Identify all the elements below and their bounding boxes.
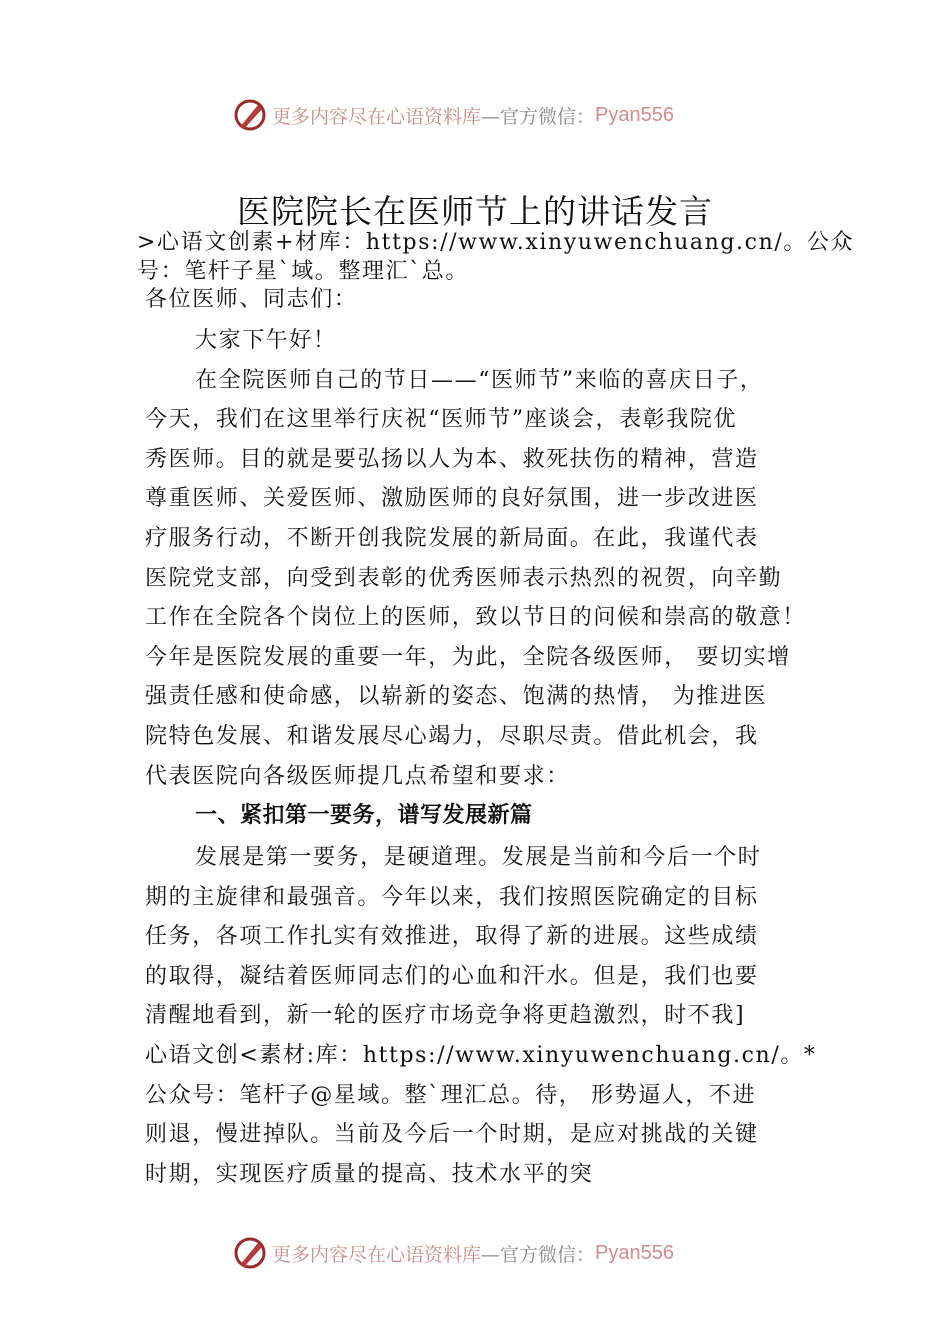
watermark-text-3: Pyan556 [595,103,674,126]
text-line: 公众号：笔杆子@星域。整`理汇总。待， 形势逼人，不进 [145,1082,757,1108]
text-line: 时期，实现医疗质量的提高、技术水平的突 [145,1161,594,1187]
text-line: 工作在全院各个岗位上的医师，致以节日的问候和崇高的敬意！ [145,605,806,631]
text-line: 尊重医师、关爱医师、激励医师的良好氛围，进一步改进医 [145,486,759,512]
text-line: 在全院医师自己的节日——“医师节”来临的喜庆日子， [195,367,764,393]
text-line: 医院党支部，向受到表彰的优秀医师表示热烈的祝贺，向辛勤 [145,565,783,591]
text-line: 的取得，凝结着医师同志们的心血和汗水。但是，我们也要 [145,963,759,989]
watermark-header [232,95,674,135]
text-line: 各位医师、同志们： [145,287,358,312]
watermark-text-2: —官方微信： [481,105,596,128]
watermark-text-1: 更多内容尽在心语资料库 [272,1243,482,1266]
watermark-text-1: 更多内容尽在心语资料库 [272,105,482,128]
text-line: >心语文创素+材库：https://www.xinyuwenchuang.cn/。公众 [137,230,855,255]
text-line: 强责任感和使命感，以崭新的姿态、饱满的热情， 为推进医 [145,684,768,710]
intro-lines [137,229,854,315]
section-heading: 一、紧扣第一要务，谱写发展新篇 [195,803,533,829]
text-line: 号：笔杆子星`域。整理汇`总。 [137,258,470,284]
text-line: 疗服务行动，不断开创我院发展的新局面。在此，我谨代表 [145,525,759,551]
text-line: 今年是医院发展的重要一年，为此，全院各级医师， 要切实增 [145,644,791,670]
body-lines [137,321,806,836]
text-line: 任务，各项工作扎实有效推进，取得了新的进展。这些成绩 [145,924,759,950]
pen-logo-icon [232,97,268,133]
text-line: 代表医院向各级医师提几点希望和要求： [145,763,570,789]
text-line: 清醒地看到，新一轮的医疗市场竞争将更趋激烈，时不我] [145,1003,746,1029]
text-line: 院特色发展、和谐发展尽心竭力，尽职尽责。借此机会，我 [145,723,759,749]
text-line: 则退，慢进掉队。当前及今后一个时期，是应对挑战的关键 [145,1122,759,1148]
text-line: 秀医师。目的就是要弘扬以人为本、救死扶伤的精神，营造 [145,446,759,472]
document-title: 医院院长在医师节上的讲话发言 [237,192,713,231]
watermark-text-3: Pyan556 [595,1241,674,1264]
text-line: 期的主旋律和最强音。今年以来，我们按照医院确定的目标 [145,884,759,910]
pen-logo-icon [232,1235,268,1271]
watermark-text-2: —官方微信： [481,1243,596,1266]
body-lines-2 [137,838,817,1194]
text-line: 今天，我们在这里举行庆祝“医师节”座谈会，表彰我院优 [145,407,738,433]
watermark-footer [232,1233,674,1273]
text-line: 发展是第一要务，是硬道理。发展是当前和今后一个时 [195,845,762,870]
text-line: 大家下午好！ [195,328,337,353]
text-line: 心语文创<素材:库：https://www.xinyuwenchuang.cn/。* [145,1042,817,1068]
